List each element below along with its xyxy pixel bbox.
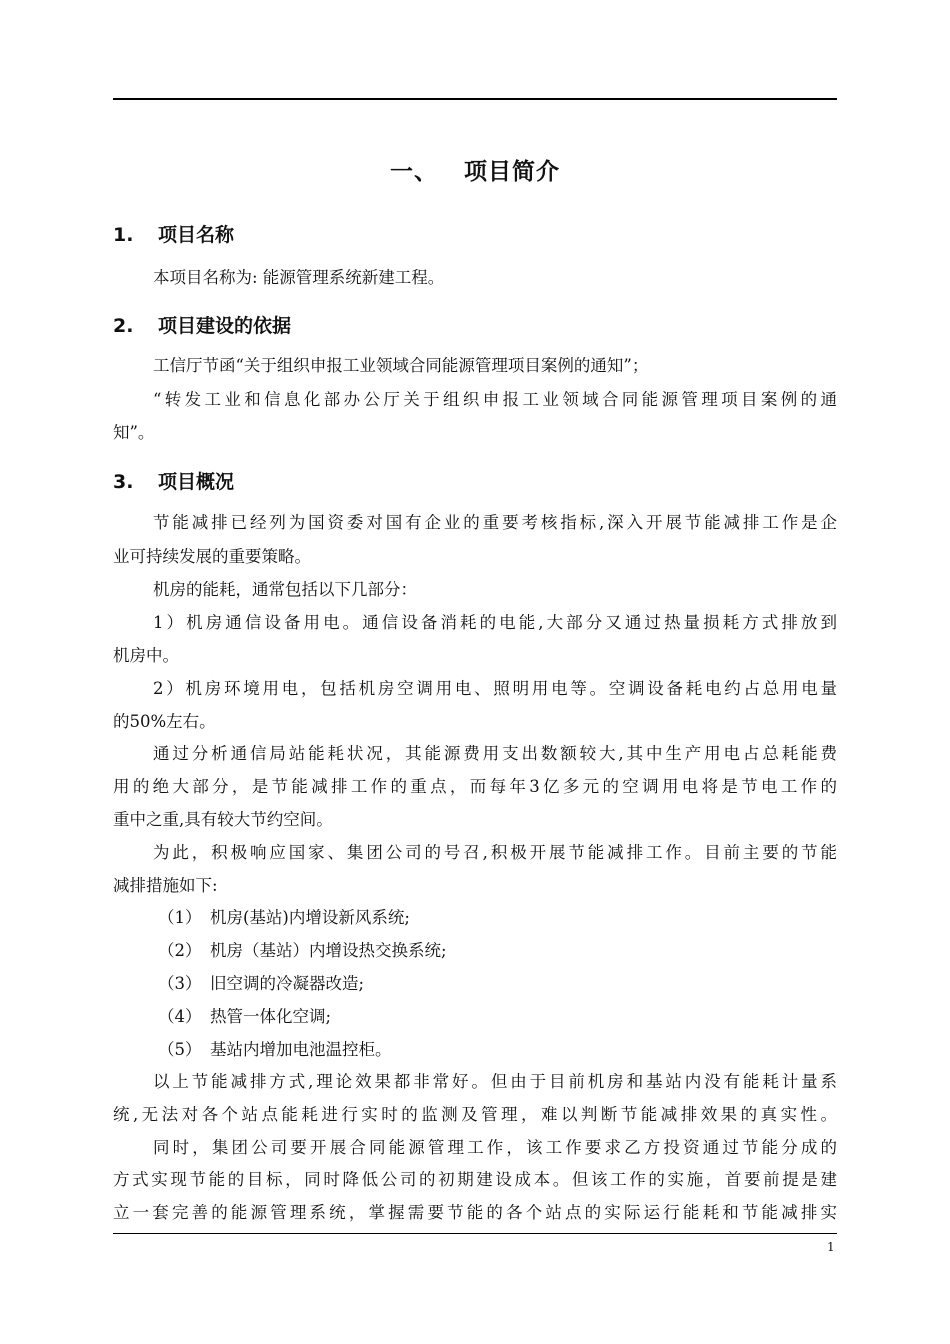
list-item <box>113 940 837 962</box>
list-item-number: （4） <box>158 1007 202 1026</box>
paragraph-line: 机房的能耗，通常包括以下几部分： <box>153 580 417 599</box>
list-item-text: 机房（基站）内增设热交换系统; <box>210 941 447 960</box>
chapter-title-text: 项目简介 <box>464 159 560 185</box>
list-item <box>113 907 837 929</box>
list-item-number: （2） <box>158 941 202 960</box>
paragraph-line: 机房中。 <box>113 646 179 665</box>
paragraph-line: 以上节能减排方式,理论效果都非常好。但由于目前机房和基站内没有能耗计量系 <box>153 1072 837 1091</box>
list-item-number: （5） <box>158 1040 202 1059</box>
list-item <box>113 1039 837 1061</box>
list-item <box>113 973 837 995</box>
paragraph-line: 节能减排已经列为国资委对国有企业的重要考核指标,深入开展节能减排工作是企 <box>153 513 837 532</box>
paragraph-line: 减排措施如下: <box>113 876 218 895</box>
section-heading <box>113 220 234 247</box>
paragraph-line: 通过分析通信局站能耗状况，其能源费用支出数额较大,其中生产用电占总耗能费 <box>153 744 837 763</box>
list-item-text: 热管一体化空调; <box>210 1007 332 1026</box>
chapter-title <box>0 153 950 186</box>
section-number: 3. <box>113 471 134 493</box>
section-title: 项目建设的依据 <box>158 315 292 337</box>
paragraph-line: 统,无法对各个站点能耗进行实时的监测及管理，难以判断节能减排效果的真实性。 <box>113 1105 837 1124</box>
list-item-number: （1） <box>158 908 202 927</box>
section-title: 项目名称 <box>158 224 235 246</box>
paragraph-line: 工信厅节函“关于组织申报工业领域合同能源管理项目案例的通知”； <box>153 356 649 375</box>
list-item-number: （3） <box>158 974 202 993</box>
paragraph-line: 的50%左右。 <box>113 712 216 731</box>
footer-rule <box>113 1233 837 1234</box>
section-number: 1. <box>113 224 134 246</box>
paragraph-line: 立一套完善的能源管理系统，掌握需要节能的各个站点的实际运行能耗和节能减排实 <box>113 1203 837 1222</box>
list-item-text: 基站内增加电池温控柜。 <box>210 1040 392 1059</box>
section-heading <box>113 467 234 494</box>
paragraph-line: 1）机房通信设备用电。通信设备消耗的电能,大部分又通过热量损耗方式排放到 <box>153 613 837 632</box>
paragraph-line: 方式实现节能的目标，同时降低公司的初期建设成本。但该工作的实施，首要前提是建 <box>113 1170 837 1189</box>
paragraph-line: 重中之重,具有较大节约空间。 <box>113 810 333 829</box>
page-number: 1 <box>827 1240 835 1254</box>
section-number: 2. <box>113 315 134 337</box>
paragraph-line: 用的绝大部分，是节能减排工作的重点，而每年3亿多元的空调用电将是节电工作的 <box>113 777 837 796</box>
paragraph-line: 2）机房环境用电，包括机房空调用电、照明用电等。空调设备耗电约占总用电量 <box>153 679 837 698</box>
section-heading <box>113 311 291 338</box>
paragraph-line: 业可持续发展的重要策略。 <box>113 547 311 566</box>
paragraph-line: 为此，积极响应国家、集团公司的号召,积极开展节能减排工作。目前主要的节能 <box>153 843 837 862</box>
list-item-text: 旧空调的冷凝器改造; <box>210 974 365 993</box>
paragraph-line: 知”。 <box>113 423 155 442</box>
list-item <box>113 1006 837 1028</box>
section-title: 项目概况 <box>158 471 235 493</box>
list-item-text: 机房(基站)内增设新风系统; <box>210 908 410 927</box>
chapter-number: 一、 <box>390 159 438 185</box>
paragraph-line: “转发工业和信息化部办公厅关于组织申报工业领域合同能源管理项目案例的通 <box>153 390 837 409</box>
header-rule <box>113 98 837 100</box>
paragraph-line: 本项目名称为: 能源管理系统新建工程。 <box>153 268 445 287</box>
paragraph-line: 同时，集团公司要开展合同能源管理工作，该工作要求乙方投资通过节能分成的 <box>153 1138 837 1157</box>
